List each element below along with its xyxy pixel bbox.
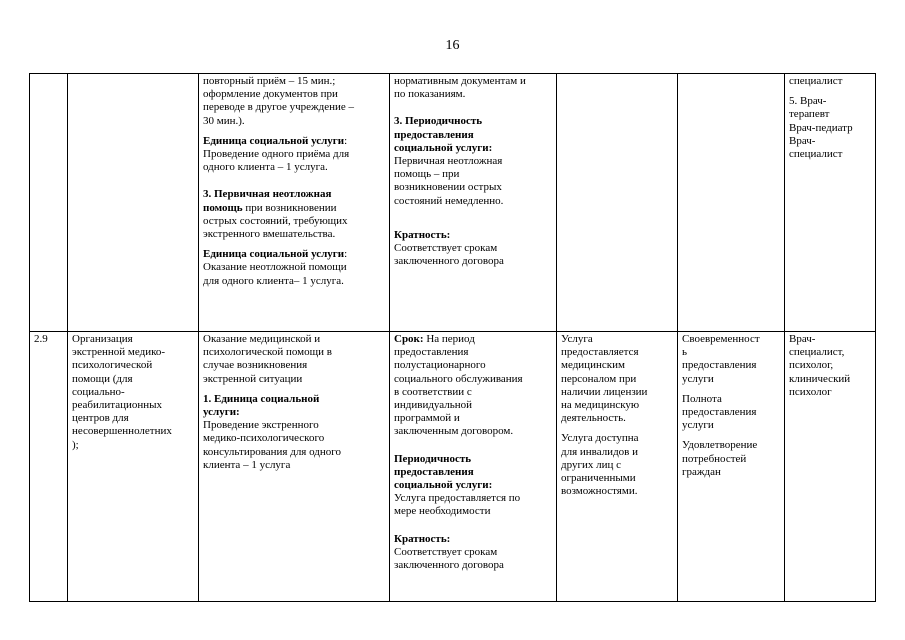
text-line: Проведение экстренного — [203, 419, 319, 432]
text-line: клиента – 1 услуга — [203, 458, 291, 471]
cell-service-name — [68, 332, 199, 602]
text-line: одного клиента – 1 услуга. — [203, 161, 328, 174]
text-line: на медицинскую — [561, 399, 640, 412]
text-line: Первичная неотложная — [394, 155, 503, 168]
cell-staff — [785, 74, 876, 332]
frequency-heading: Кратность: — [394, 228, 451, 241]
text-line: помощь – при — [394, 168, 460, 181]
text-line: повторный приём – 15 мин.; — [203, 75, 336, 87]
text-line: Удовлетворение — [682, 439, 758, 452]
text-line: специалист, — [789, 346, 845, 359]
text-line: по показаниям. — [394, 88, 466, 101]
text-line: специалист — [789, 75, 843, 87]
cell-service-description — [199, 74, 390, 332]
cell-conditions — [557, 332, 678, 602]
text-line: оформление документов при — [203, 88, 338, 101]
text-line: Полнота — [682, 392, 722, 405]
text-line: реабилитационных — [72, 399, 163, 412]
colon: : — [344, 248, 348, 261]
text-line: острых состояний, требующих — [203, 214, 348, 227]
text-line: для одного клиента– 1 услуга. — [203, 274, 344, 287]
text-line: психолог — [789, 385, 832, 398]
periodicity-heading: предоставления — [394, 465, 474, 478]
text-line: для инвалидов и — [561, 445, 638, 458]
text-line: Соответствует срокам — [394, 242, 498, 255]
text-line: Оказание неотложной помощи — [203, 261, 347, 274]
text-line: ); — [72, 438, 79, 451]
text-line: Проведение одного приёма для — [203, 148, 350, 161]
text-line: Врач- — [789, 333, 816, 345]
text-line: психолог, — [789, 359, 834, 372]
unit-heading: 1. Единица социальной — [203, 392, 320, 405]
services-table — [29, 73, 876, 602]
text-line: центров для — [72, 412, 129, 425]
cell-number — [30, 332, 68, 602]
periodicity-heading: предоставления — [394, 128, 474, 141]
text-line: социально- — [72, 385, 125, 398]
text-line: мере необходимости — [394, 505, 491, 518]
cell-number — [30, 74, 68, 332]
colon: : — [344, 134, 348, 147]
cell-conditions — [557, 74, 678, 332]
cell-service-description — [199, 332, 390, 602]
text-line: терапевт — [789, 108, 830, 121]
text-line: предоставления — [394, 346, 469, 359]
text-line: предоставления — [682, 359, 757, 372]
frequency-heading: Кратность: — [394, 532, 451, 545]
text-line: 5. Врач- — [789, 95, 827, 108]
text-fragment: при возникновении — [242, 201, 337, 214]
text-line: экстренной ситуации — [203, 372, 303, 385]
text-line: ь — [682, 346, 688, 359]
text-line: услуги — [682, 419, 714, 432]
periodicity-heading: социальной услуги: — [394, 141, 493, 154]
text-line: предоставления — [682, 406, 757, 419]
text-line: специалист — [789, 148, 843, 161]
cell-quality — [678, 332, 785, 602]
section-heading-part: помощь — [203, 201, 243, 214]
text-line: консультирования для одного — [203, 445, 342, 458]
text-line: Соответствует срокам — [394, 545, 498, 558]
text-line: несовершеннолетних — [72, 425, 172, 438]
text-line: полустационарного — [394, 359, 486, 372]
unit-heading — [203, 248, 385, 261]
text-line: медицинским — [561, 359, 625, 372]
text-line: 30 мин.). — [203, 114, 245, 127]
cell-service-name — [68, 74, 199, 332]
text-line: возникновении острых — [394, 181, 502, 194]
text-line — [203, 202, 385, 215]
text-line: нормативным документам и — [394, 75, 526, 87]
text-line: психологической помощи в — [203, 346, 332, 359]
table-row — [30, 332, 876, 602]
text-line: психологической — [72, 359, 153, 372]
text-line: потребностей — [682, 452, 747, 465]
unit-heading: услуги: — [203, 406, 240, 419]
cell-staff — [785, 332, 876, 602]
text-line: персоналом при — [561, 372, 637, 385]
table-row — [30, 74, 876, 332]
text-line: Услуга — [561, 333, 593, 345]
text-line: экстренной медико- — [72, 346, 166, 359]
text-line: помощи (для — [72, 372, 133, 385]
text-line: случае возникновения — [203, 359, 308, 372]
text-line: заключенного договора — [394, 255, 504, 268]
section-heading: 3. Первичная неотложная — [203, 188, 332, 201]
text-line: Своевременност — [682, 333, 760, 345]
text-line: индивидуальной — [394, 399, 473, 412]
unit-heading — [203, 135, 385, 148]
page-number: 16 — [445, 38, 460, 53]
cell-terms — [390, 332, 557, 602]
text-line: клинический — [789, 372, 851, 385]
term-heading: Срок: — [394, 333, 424, 345]
text-line: экстренного вмешательства. — [203, 228, 336, 241]
text-line: заключенного договора — [394, 559, 504, 572]
text-line: Врач- — [789, 134, 816, 147]
text-line: Организация — [72, 333, 133, 345]
text-line: в соответствии с — [394, 385, 472, 398]
cell-quality — [678, 74, 785, 332]
row-number: 2.9 — [34, 333, 48, 345]
text-line: услуги — [682, 372, 714, 385]
cell-terms — [390, 74, 557, 332]
unit-heading-label: Единица социальной услуги — [203, 134, 345, 147]
periodicity-heading: 3. Периодичность — [394, 115, 483, 128]
text-line: заключенным договором. — [394, 425, 514, 438]
unit-heading-label: Единица социальной услуги — [203, 248, 345, 261]
text-fragment: На период — [423, 333, 475, 345]
text-line: состояний немедленно. — [394, 194, 504, 207]
text-line: возможностями. — [561, 485, 638, 498]
periodicity-heading: Периодичность — [394, 452, 472, 465]
text-line: социального обслуживания — [394, 372, 523, 385]
text-line: переводе в другое учреждение – — [203, 101, 354, 114]
text-line: деятельность. — [561, 412, 626, 425]
text-line: Оказание медицинской и — [203, 333, 321, 345]
text-line: Услуга предоставляется по — [394, 492, 521, 505]
text-line: Услуга доступна — [561, 432, 639, 445]
periodicity-heading: социальной услуги: — [394, 479, 493, 492]
text-line: Врач-педиатр — [789, 121, 853, 134]
text-line — [394, 333, 552, 346]
text-line: программой и — [394, 412, 460, 425]
text-line: предоставляется — [561, 346, 639, 359]
text-line: медико-психологического — [203, 432, 325, 445]
text-line: ограниченными — [561, 472, 636, 485]
text-line: других лиц с — [561, 458, 621, 471]
text-line: граждан — [682, 465, 721, 478]
text-line: наличии лицензии — [561, 385, 648, 398]
